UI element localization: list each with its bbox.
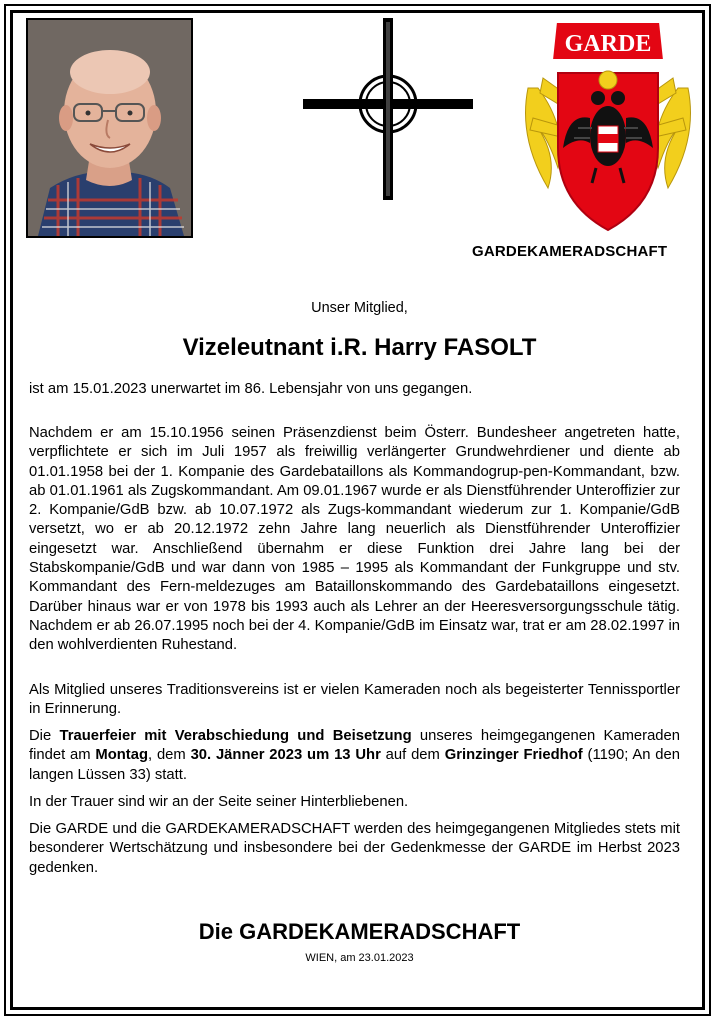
death-announcement: ist am 15.01.2023 unerwartet im 86. Lebensjahr von uns gegangen.: [29, 381, 473, 397]
garde-coat-of-arms-icon: [518, 18, 698, 238]
deceased-name: Vizeleutnant i.R. Harry FASOLT: [182, 334, 537, 361]
funeral-event: Trauerfeier mit Verabschiedung und Beisetzung: [59, 728, 412, 744]
funeral-text: auf dem: [380, 747, 445, 764]
funeral-text: (1190; An den langen Lüssen 33) statt.: [29, 747, 680, 783]
funeral-text: Die: [29, 728, 60, 744]
signature-name: Die GARDEKAMERADSCHAFT: [198, 919, 521, 944]
memorial-cross-icon: [303, 18, 473, 200]
condolence-paragraph: In der Trauer sind wir an der Seite seiner Hinterbliebenen.: [29, 794, 409, 810]
portrait-photo: [26, 18, 193, 238]
org-label: GARDEKAMERADSCHAFT: [472, 243, 668, 260]
club-paragraph: Als Mitglied unseres Traditionsvereins ist er vielen Kameraden noch als begeisterter Tennissportler in Erinnerung.: [29, 682, 680, 718]
funeral-day: Montag: [95, 747, 149, 764]
funeral-paragraph: [29, 727, 680, 785]
funeral-datetime: 30. Jänner 2023 um 13 Uhr: [190, 747, 381, 764]
funeral-text: unseres heimgegangenen Kameraden findet am: [29, 728, 680, 764]
remembrance-paragraph: Die GARDE und die GARDEKAMERADSCHAFT werden des heimgegangenen Mitgliedes stets mit besonderer Wertschätzung und insbesondere bei der Gedenkmesse der GARDE im Herbst 2023 gedenken.: [29, 821, 680, 876]
funeral-location: Grinzinger Friedhof: [444, 747, 583, 764]
funeral-text: , dem: [148, 747, 191, 764]
intro-text: Unser Mitglied,: [311, 300, 408, 316]
crest-banner-text: GARDE: [564, 31, 652, 57]
career-paragraph: Nachdem er am 15.10.1956 seinen Präsenzdienst beim Österr. Bundesheer angetreten hatte, verpflichtete er sich im Juli 1957 als freiwillig verlängerter Grundwehrdiener und diente ab 01.01.1958 bei der 1. Kompanie des Gardebataillons als Kommandogrup-pen-Kommandant, bzw. ab 01.01.1961 als Zugskommandant. Am 09.01.1967 wurde er als Dienstführender Unteroffizier zur 2. Kompanie/GdB bzw. ab 10.07.1972 als Zugs-kommandant wiederum zur 1. Kompanie/GdB versetzt, wo er ab 20.12.1972 zehn Jahre lang neuerlich als Dienstführender Unteroffizier eingesetzt war. Anschließend übernahm er diese Funktion drei Jahre lang bei der Stabskompanie/GdB und war dann von 1985 – 1995 als Kommandant der Funkgruppe und stv. Kommandant des Fern-meldezuges am Bataillonskommando des Gardebataillons eingesetzt. Darüber hinaus war er von 1978 bis 1993 auch als Lehrer an der Heeresversorgungsschule tätig. Nachdem er ab 26.07.1995 noch bei der 4. Kompanie/GdB im Einsatz war, trat er am 28.02.1997 in den wohlverdienten Ruhestand.: [29, 425, 680, 654]
signature-place-date: WIEN, am 23.01.2023: [305, 952, 414, 964]
